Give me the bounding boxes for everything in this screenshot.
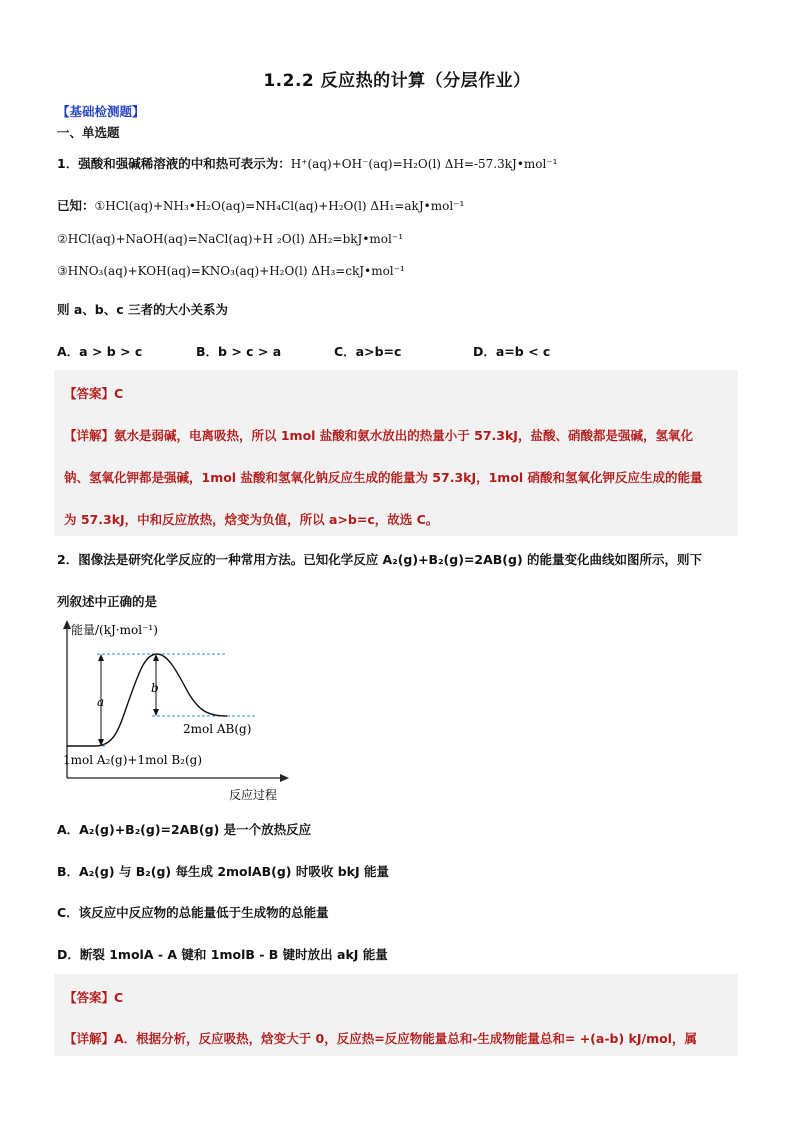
q1-answer: 【答案】C — [64, 386, 124, 401]
q2-answer: 【答案】C — [64, 990, 124, 1005]
q2-option-a: A．A₂(g)+B₂(g)=2AB(g) 是一个放热反应 — [57, 822, 312, 837]
reactant-label: 1mol A₂(g)+1mol B₂(g) — [63, 753, 203, 767]
q2-detail-line-1: 【详解】A．根据分析，反应吸热，焓变大于 0，反应热=反应物能量总和-生成物能量总和= +(a-b) kJ/mol，属 — [64, 1031, 697, 1046]
q1-known — [57, 196, 464, 214]
q1-option-b: B．b > c > a — [196, 344, 282, 359]
y-axis-arrow — [63, 620, 71, 629]
q1-known-prefix: 已知： — [57, 198, 95, 213]
arrow-a-head-top — [98, 654, 104, 661]
q1-answer-box — [54, 370, 738, 536]
q1-detail-line-1: 【详解】氨水是弱碱，电离吸热，所以 1mol 盐酸和氨水放出的热量小于 57.3kJ，盐酸、硝酸都是强碱，氢氧化 — [64, 428, 693, 443]
q2-option-d: D．断裂 1molA - A 键和 1molB - B 键时放出 akJ 能量 — [57, 947, 388, 962]
q1-ask: 则 a、b、c 三者的大小关系为 — [57, 302, 228, 317]
q1-reaction-2: ②HCl(aq)+NaOH(aq)=NaCl(aq)+H ₂O(l) ΔH₂=bkJ•mol⁻¹ — [57, 232, 404, 246]
x-axis-arrow — [280, 774, 289, 782]
q2-stem-line-2: 列叙述中正确的是 — [57, 594, 158, 609]
q1-reaction-1: ①HCl(aq)+NH₃•H₂O(aq)=NH₄Cl(aq)+H₂O(l) ΔH₁=akJ•mol⁻¹ — [94, 199, 465, 213]
q1-stem-text: 1．强酸和强碱稀溶液的中和热可表示为： — [57, 156, 291, 171]
x-axis-label: 反应过程 — [229, 788, 278, 802]
label-b: b — [151, 681, 159, 695]
q2-answer-box — [54, 974, 738, 1056]
q1-detail-line-2: 钠、氢氧化钾都是强碱，1mol 盐酸和氢氧化钠反应生成的能量为 57.3kJ，1mol 硝酸和氢氧化钾反应生成的能量 — [64, 470, 703, 485]
section-heading: 一、单选题 — [57, 125, 120, 140]
q1-detail-line-3: 为 57.3kJ，中和反应放热，焓变为负值，所以 a>b=c，故选 C。 — [64, 512, 439, 527]
q1-stem — [57, 154, 557, 172]
product-label: 2mol AB(g) — [183, 722, 252, 736]
energy-diagram — [57, 618, 297, 808]
q1-option-c: C．a>b=c — [334, 344, 402, 359]
q1-option-a: A．a > b > c — [57, 344, 143, 359]
section-label: 【基础检测题】 — [57, 104, 145, 119]
arrow-b-head-bottom — [153, 709, 159, 716]
page-title: 1.2.2 反应热的计算（分层作业） — [263, 71, 531, 91]
q2-option-b: B．A₂(g) 与 B₂(g) 每生成 2molAB(g) 时吸收 bkJ 能量 — [57, 864, 389, 879]
q2-stem-line-1: 2．图像法是研究化学反应的一种常用方法。已知化学反应 A₂(g)+B₂(g)=2AB(g) 的能量变化曲线如图所示，则下 — [57, 552, 703, 567]
label-a: a — [97, 695, 105, 709]
q1-reaction-3: ③HNO₃(aq)+KOH(aq)=KNO₃(aq)+H₂O(l) ΔH₃=ckJ•mol⁻¹ — [57, 264, 405, 278]
q2-option-c: C．该反应中反应物的总能量低于生成物的总能量 — [57, 905, 329, 920]
q1-option-d: D．a=b < c — [473, 344, 551, 359]
q1-equation: H⁺(aq)+OH⁻(aq)=H₂O(l) ΔH=-57.3kJ•mol⁻¹ — [290, 157, 558, 171]
y-axis-label: 能量/(kJ·mol⁻¹) — [71, 623, 158, 637]
